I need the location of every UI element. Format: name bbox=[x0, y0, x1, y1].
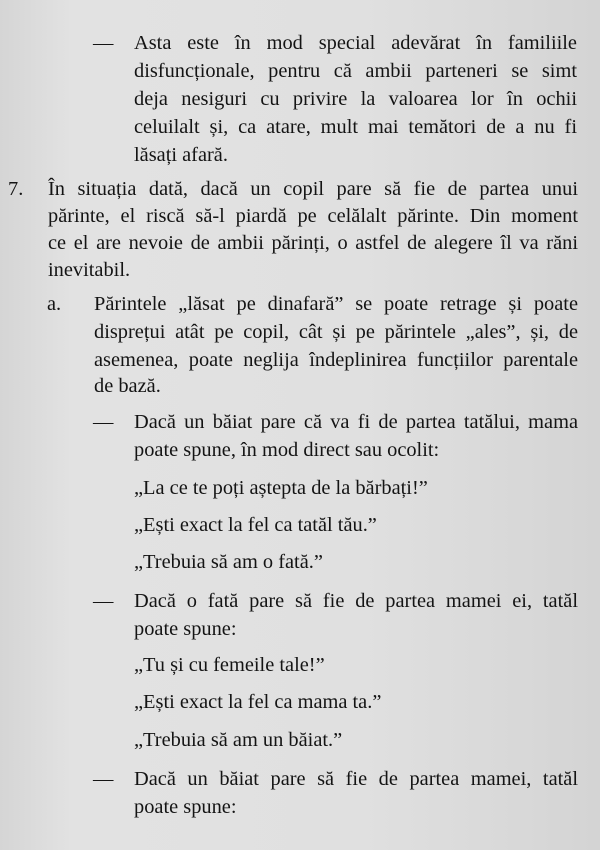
text-line: disfuncționale, pentru că ambii parteneri se simt bbox=[134, 60, 577, 82]
text-line: deja nesiguri cu privire la valoarea lor în ochii bbox=[134, 88, 577, 110]
quote-line: „Ești exact la fel ca mama ta.” bbox=[134, 691, 382, 713]
quote-line: „Trebuia să am o fată.” bbox=[134, 551, 323, 573]
text-line: Dacă un băiat pare că va fi de partea tatălui, mama bbox=[134, 411, 578, 433]
text-line: celuilalt și, ca atare, mult mai temători de a nu fi bbox=[134, 116, 577, 138]
text-line: poate spune: bbox=[134, 618, 237, 640]
dash-marker: — bbox=[93, 590, 114, 612]
text-line: poate spune, în mod direct sau ocolit: bbox=[134, 439, 440, 461]
list-letter: a. bbox=[47, 293, 62, 315]
text-line: poate spune: bbox=[134, 796, 237, 818]
quote-line: „Tu și cu femeile tale!” bbox=[134, 654, 325, 676]
text-line: disprețui atât pe copil, cât și pe părintele „ales”, și, de bbox=[94, 321, 578, 343]
text-line: asemenea, poate neglija îndeplinirea funcțiilor parentale bbox=[94, 349, 578, 371]
text-line: inevitabil. bbox=[48, 259, 131, 281]
text-line: ce el are nevoie de ambii părinți, o astfel de alegere îl va răni bbox=[48, 232, 578, 254]
text-line: lăsați afară. bbox=[134, 144, 228, 166]
text-line: În situația dată, dacă un copil pare să fie de partea unui bbox=[48, 178, 578, 200]
dash-marker: — bbox=[93, 411, 114, 433]
dash-marker: — bbox=[93, 32, 114, 54]
text-line: Dacă un băiat pare să fie de partea mamei, tatăl bbox=[134, 768, 578, 790]
quote-line: „Ești exact la fel ca tatăl tău.” bbox=[134, 514, 377, 536]
quote-line: „La ce te poți aștepta de la bărbați!” bbox=[134, 477, 428, 499]
text-line: părinte, el riscă să-l piardă pe celălalt părinte. Din moment bbox=[48, 205, 578, 227]
text-line: Părintele „lăsat pe dinafară” se poate retrage și poate bbox=[94, 293, 578, 315]
text-line: de bază. bbox=[94, 375, 161, 397]
dash-marker: — bbox=[93, 768, 114, 790]
text-line: Asta este în mod special adevărat în familiile bbox=[134, 32, 577, 54]
quote-line: „Trebuia să am un băiat.” bbox=[134, 729, 343, 751]
list-number: 7. bbox=[8, 178, 24, 200]
text-line: Dacă o fată pare să fie de partea mamei ei, tatăl bbox=[134, 590, 578, 612]
